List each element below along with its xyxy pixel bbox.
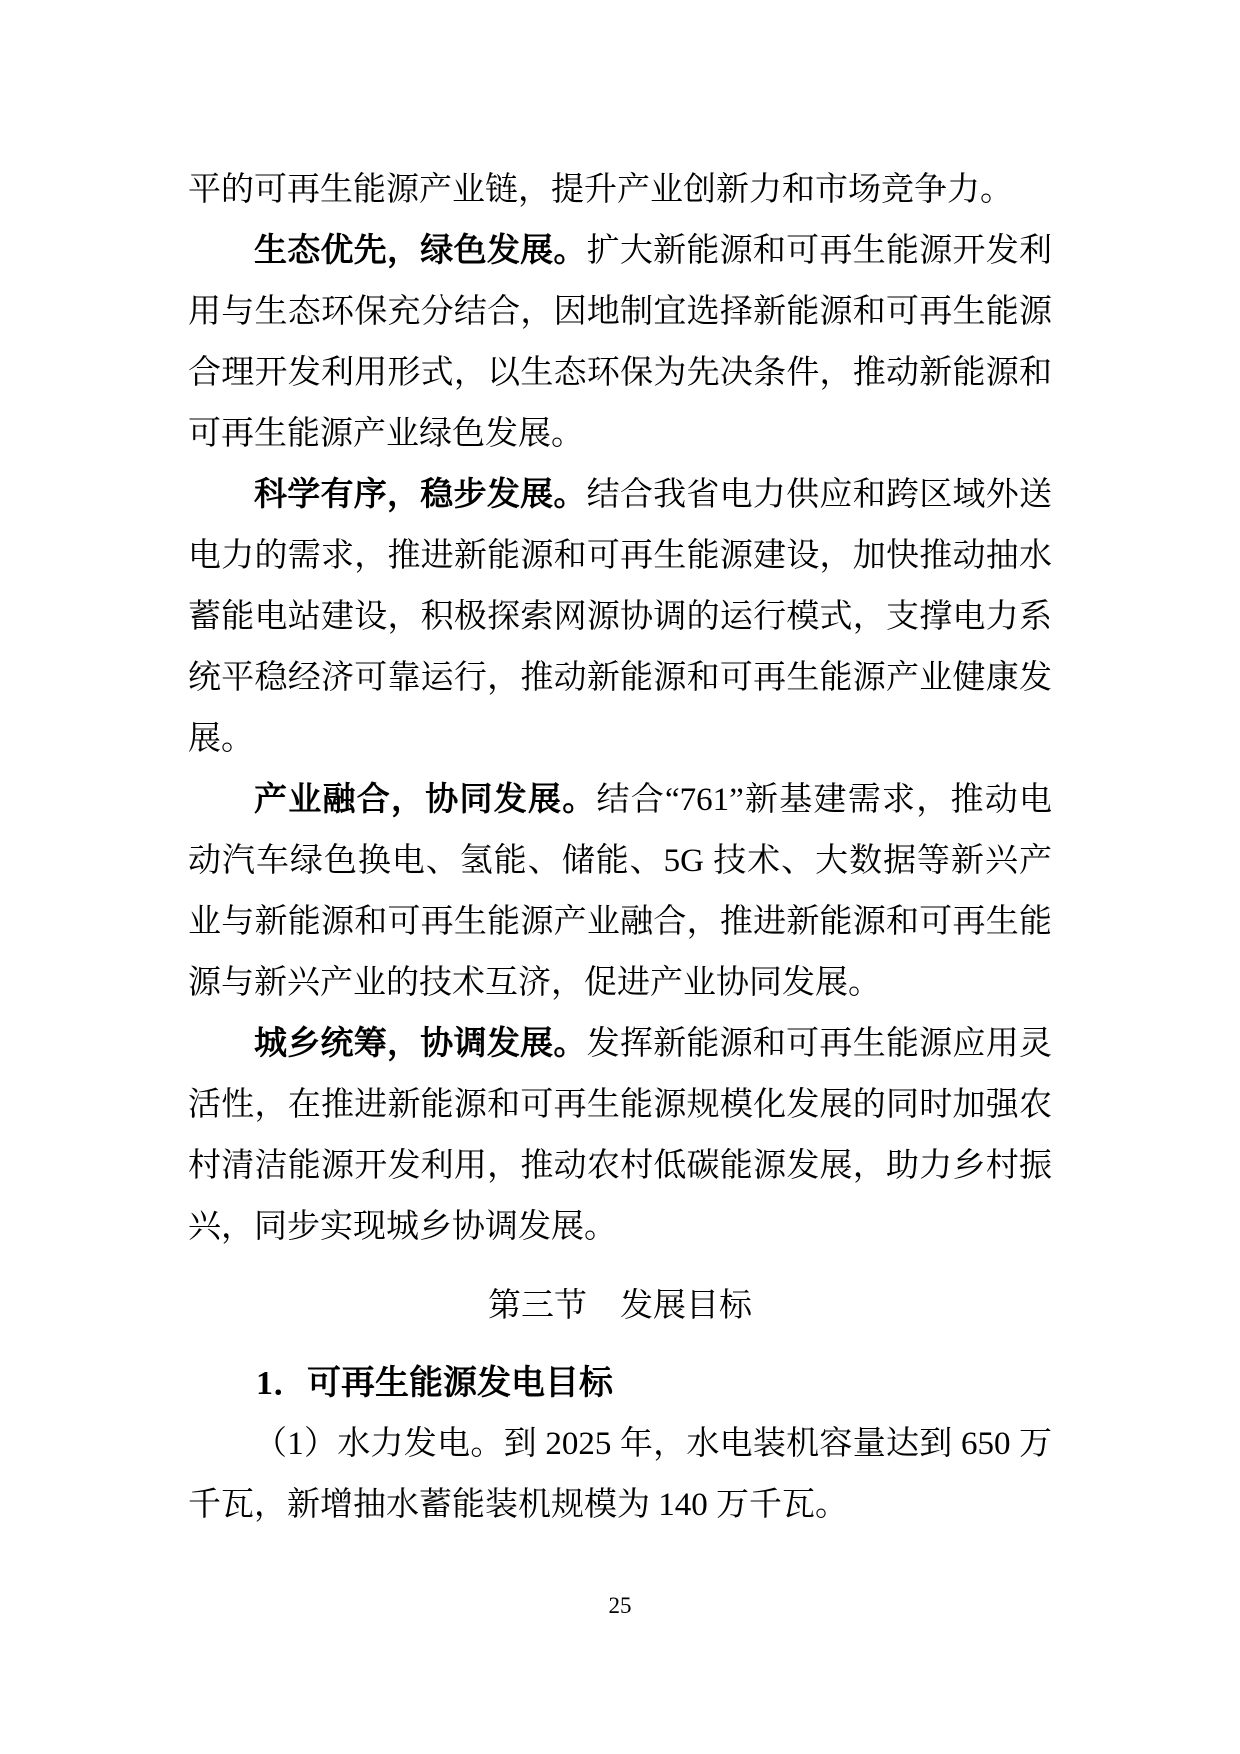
goal-paragraph: （1）水力发电。到 2025 年，水电装机容量达到 650 万千瓦，新增抽水蓄能装机规模为 140 万千瓦。 bbox=[188, 1426, 1052, 1523]
section-heading: 第三节 发展目标 bbox=[488, 1288, 752, 1324]
paragraph-lead-bold: 生态优先，绿色发展。 bbox=[254, 233, 587, 269]
paragraph-text: 发挥新能源和可再生能源应用灵活性，在推进新能源和可再生能源规模化发展的同时加强农村清洁能源开发利用，推动农村低碳能源发展，助力乡村振兴，同步实现城乡协调发展。 bbox=[188, 1026, 1053, 1245]
body-paragraph bbox=[188, 770, 1052, 1014]
document-body bbox=[188, 160, 1052, 1536]
principles-paragraphs bbox=[188, 160, 1052, 1258]
page-number: 25 bbox=[608, 1593, 632, 1618]
body-paragraph bbox=[188, 160, 1052, 221]
paragraph-text: 平的可再生能源产业链，提升产业创新力和市场竞争力。 bbox=[188, 172, 1013, 208]
body-paragraph bbox=[188, 221, 1052, 465]
body-paragraph bbox=[188, 1014, 1052, 1258]
paragraph-lead-bold: 产业融合，协同发展。 bbox=[254, 782, 597, 818]
paragraph-lead-bold: 科学有序，稳步发展。 bbox=[254, 477, 587, 513]
paragraph-text: 结合“761”新基建需求，推动电动汽车绿色换电、氢能、储能、5G 技术、大数据等新兴产业与新能源和可再生能源产业融合，推进新能源和可再生能源与新兴产业的技术互济，促进产业协同发展。 bbox=[188, 782, 1053, 1001]
body-paragraph bbox=[188, 465, 1052, 770]
subsection-heading: 1．可再生能源发电目标 bbox=[256, 1365, 613, 1402]
paragraph-text: 扩大新能源和可再生能源开发利用与生态环保充分结合，因地制宜选择新能源和可再生能源合理开发利用形式，以生态环保为先决条件，推动新能源和可再生能源产业绿色发展。 bbox=[188, 233, 1053, 452]
paragraph-lead-bold: 城乡统筹，协调发展。 bbox=[254, 1026, 587, 1062]
paragraph-text: 结合我省电力供应和跨区域外送电力的需求，推进新能源和可再生能源建设，加快推动抽水蓄能电站建设，积极探索网源协调的运行模式，支撑电力系统平稳经济可靠运行，推动新能源和可再生能源产业健康发展。 bbox=[188, 477, 1053, 757]
